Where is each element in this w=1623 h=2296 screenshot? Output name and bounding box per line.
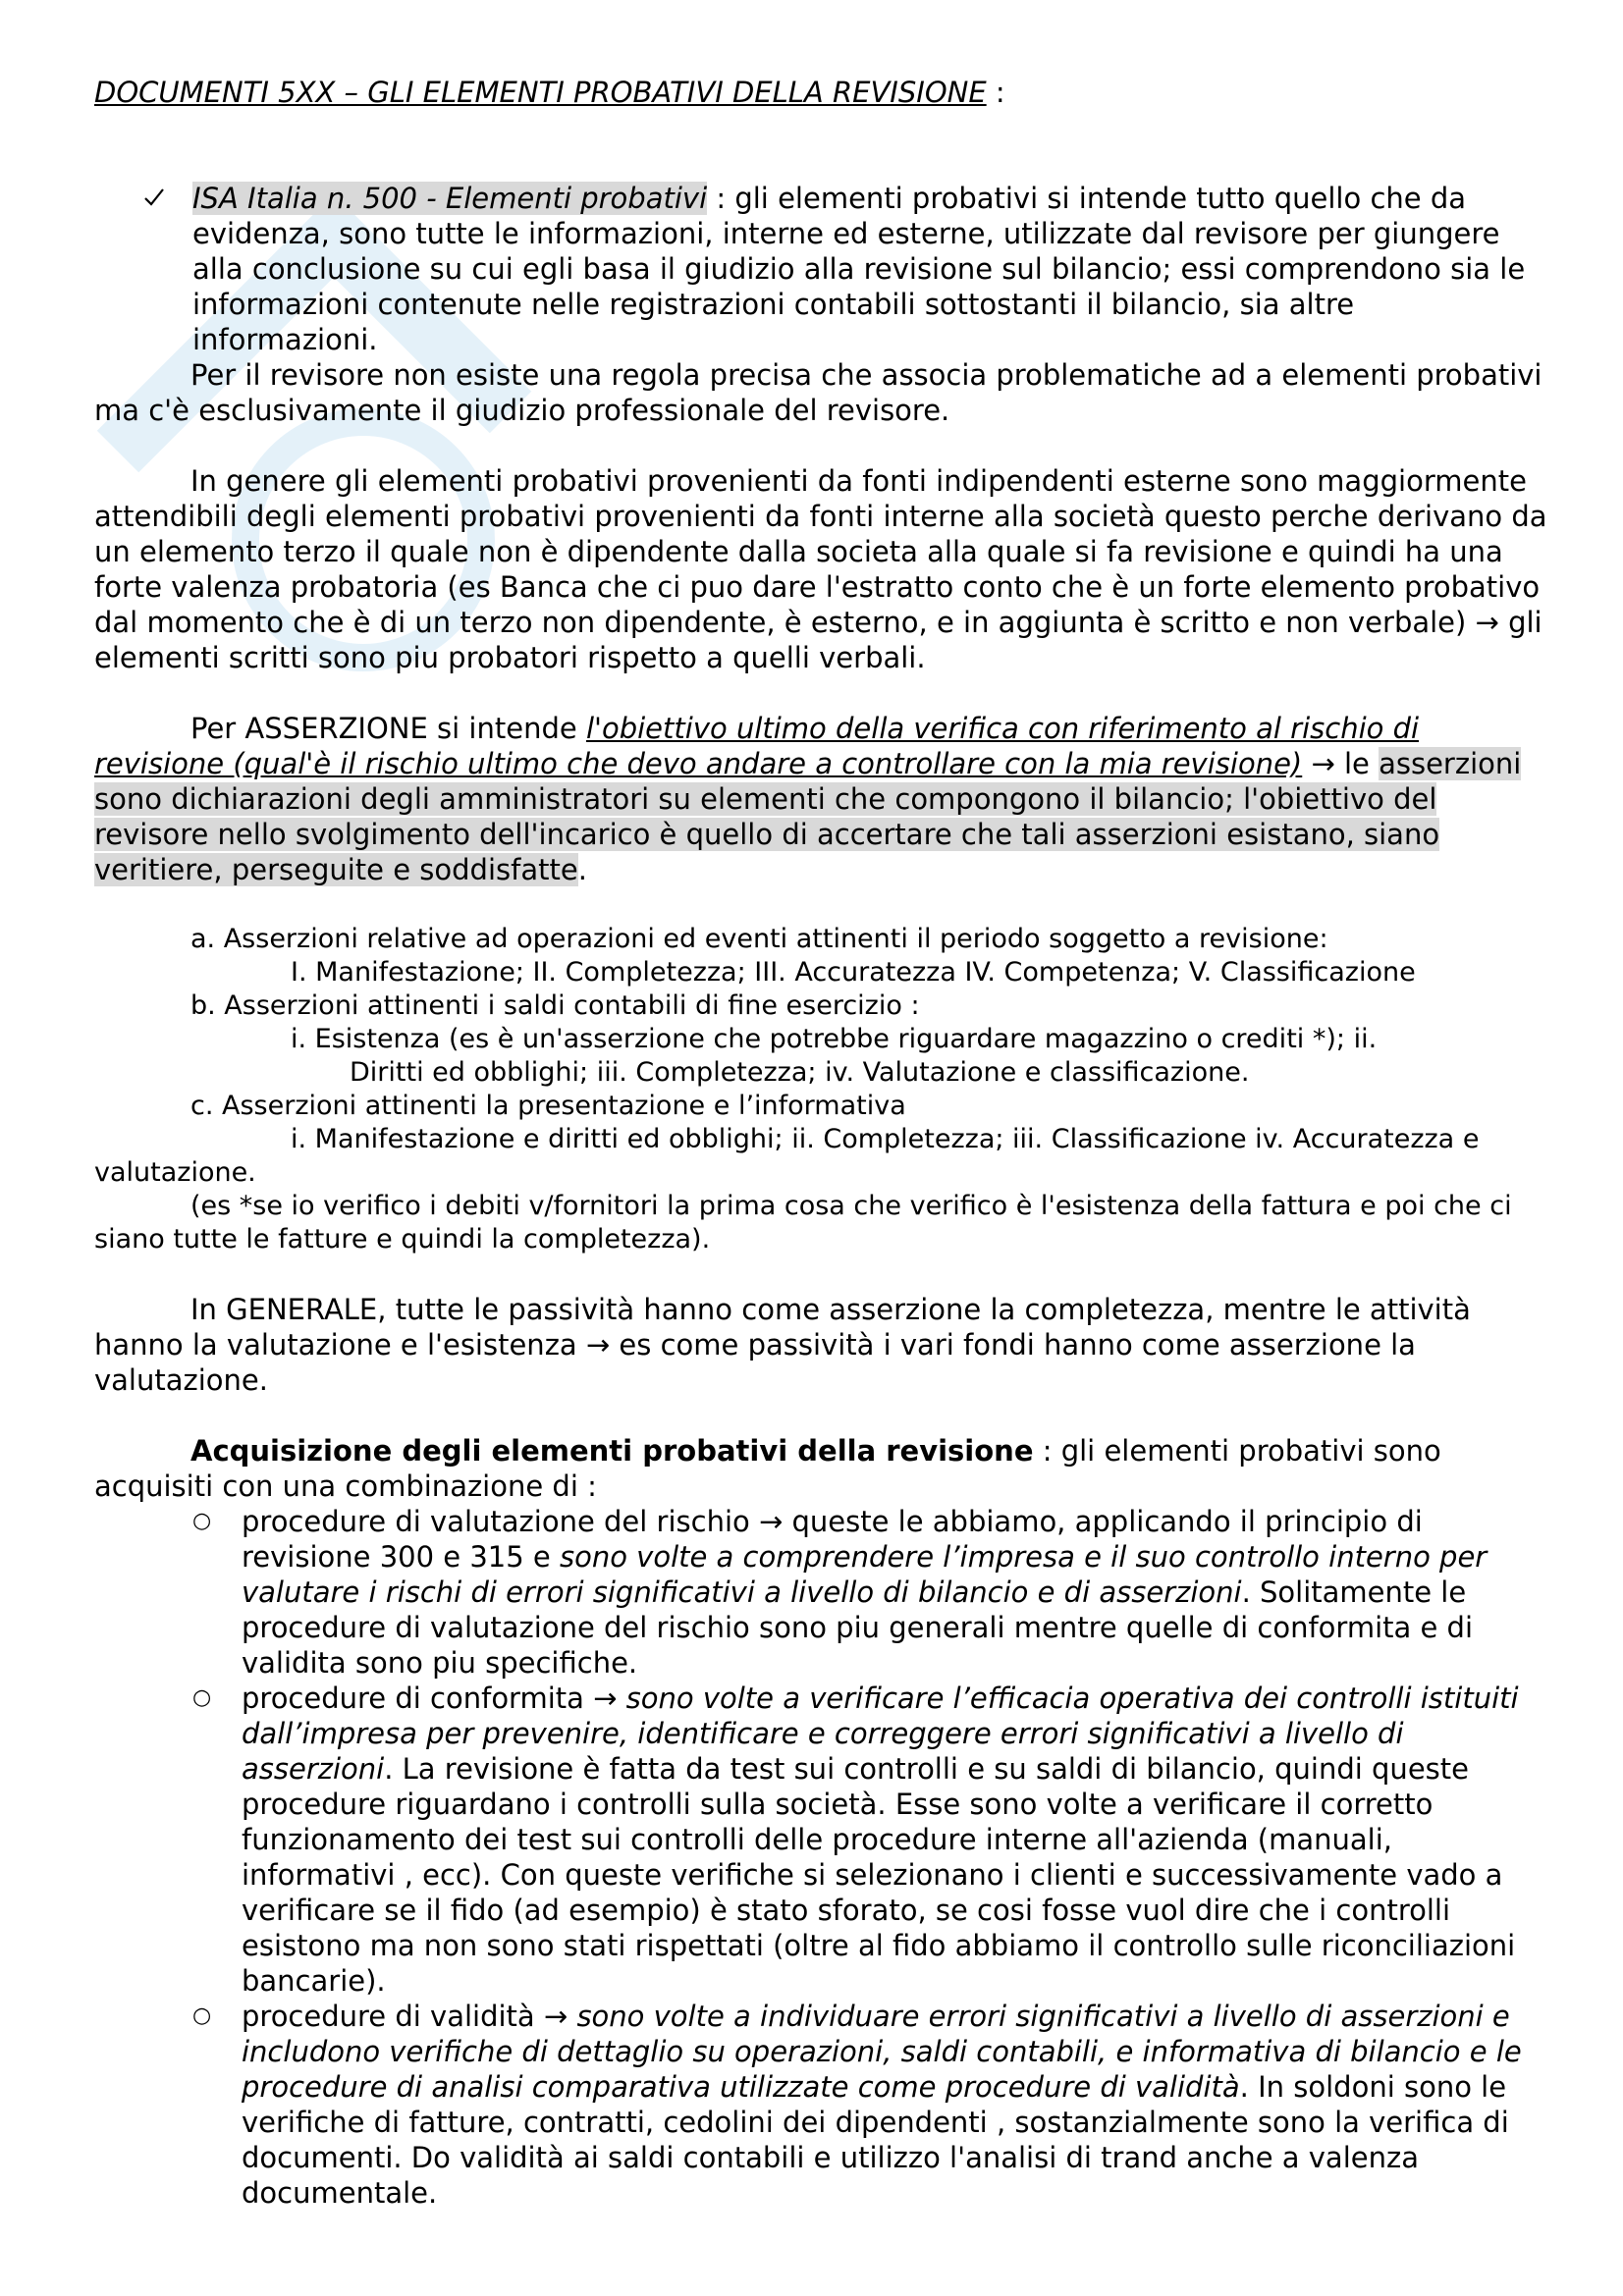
paragraph-fonti: In genere gli elementi probativi provenienti da fonti indipendenti esterne sono maggiormente attendibili degli elementi probativi provenienti da fonti interne alla società questo perche derivano da un elemento terzo il quale non è dipendente dalla societa alla quale si fa revisione e quindi ha una forte valenza probatoria (es Banca che ci puo dare l'estratto conto che è un forte elemento probativo dal momento che è di un terzo non dipendente, è esterno, e in aggiunta è scritto e non verbale) → gli elementi scritti sono piu probatori rispetto a quelli verbali. — [94, 464, 1547, 674]
isa-item — [94, 181, 1547, 357]
list-item: ○ procedure di valutazione del rischio → queste le abbiamo, applicando il principio di revisione 300 e 315 e sono volte a comprendere l’impresa e il suo controllo interno per valutare i rischi di errori significativi a livello di bilancio e di asserzioni. Solitamente le procedure di valutazione del rischio sono piu generali mentre quelle di conformita e di validita sono piu specifiche. — [94, 1504, 1547, 1681]
asserzione-highlight: asserzioni sono dichiarazioni degli amministratori su elementi che compongono il bilancio; l'obiettivo del revisore nello svolgimento dell'incarico è quello di accertare che tali asserzioni esistano, siano veritiere, perseguite e soddisfatte — [94, 747, 1522, 886]
check-mark-icon — [94, 181, 192, 357]
paragraph-generale: In GENERALE, tutte le passività hanno come asserzione la completezza, mentre le attività hanno la valutazione e l'esistenza → es come passività i vari fondi hanno come asserzione la valutazione. — [94, 1293, 1471, 1397]
procedure-list — [94, 1504, 1547, 2211]
list-item: a. Asserzioni relative ad operazioni ed eventi attinenti il periodo soggetto a revisione: — [190, 924, 1328, 954]
circle-bullet-icon: ○ — [192, 2003, 212, 2028]
document-title: DOCUMENTI 5XX – GLI ELEMENTI PROBATIVI DELLA REVISIONE : — [94, 76, 1005, 109]
list-subitem: Diritti ed obblighi; iii. Completezza; iv. Valutazione e classificazione. — [350, 1057, 1250, 1088]
paragraph-acquisizione: Acquisizione degli elementi probativi della revisione : gli elementi probativi sono acquisiti con una combinazione di : — [94, 1434, 1441, 1503]
circle-bullet-icon: ○ — [192, 1685, 212, 1710]
list-item: ○ procedure di conformita → sono volte a verificare l’efficacia operativa dei controlli istituiti dall’impresa per prevenire, identificare e correggere errori significativi a livello di asserzioni. La revisione è fatta da test sui controlli e su saldi di bilancio, quindi queste procedure riguardano i controlli sulla società. Esse sono volte a verificare il corretto funzionamento dei test sui controlli delle procedure interne all'azienda (manuali, informativi , ecc). Con queste verifiche si selezionano i clienti e successivamente vado a verificare se il fido (ad esempio) è stato sforato, se cosi fosse vuol dire che i controlli esistono ma non sono stati rispettati (oltre al fido abbiamo il controllo sulle riconciliazioni bancarie). — [94, 1681, 1547, 1999]
list-note: (es *se io verifico i debiti v/fornitori la prima cosa che verifico è l'esistenza della fattura e poi che ci siano tutte le fatture e quindi la completezza). — [94, 1191, 1512, 1255]
paragraph-asserzione: Per ASSERZIONE si intende l'obiettivo ultimo della verifica con riferimento al rischio di revisione (qual'è il rischio ultimo che devo andare a controllare con la mia revisione) → le asserzioni sono dichiarazioni degli amministratori su elementi che compongono il bilancio; l'obiettivo del revisore nello svolgimento dell'incarico è quello di accertare che tali asserzioni esistano, siano veritiere, perseguite e soddisfatte. — [94, 712, 1522, 886]
circle-bullet-icon: ○ — [192, 1509, 212, 1533]
list-item: ○ procedure di validità → sono volte a individuare errori significativi a livello di asserzioni e includono verifiche di dettaglio su operazioni, saldi contabili, e informativa di bilancio e le procedure di analisi comparativa utilizzate come procedure di validità. In soldoni sono le verifiche di fatture, contratti, cedolini dei dipendenti , sostanzialmente sono la verifica di documenti. Do validità ai saldi contabili e utilizzo l'analisi di trand anche a valenza documentale. — [94, 1999, 1547, 2211]
isa-highlight: ISA Italia n. 500 - Elementi probativi — [192, 182, 708, 215]
isa-text: ISA Italia n. 500 - Elementi probativi : gli elementi probativi si intende tutto quello che da evidenza, sono tutte le informazioni, interne ed esterne, utilizzate dal revisore per giungere alla conclusione su cui egli basa il giudizio alla revisione sul bilancio; essi comprendono sia le informazioni contenute nelle registrazioni contabili sottostanti il bilancio, sia altre informazioni. — [192, 182, 1526, 356]
list-item: b. Asserzioni attinenti i saldi contabili di fine esercizio : — [190, 990, 920, 1021]
list-subitem: i. Manifestazione e diritti ed obblighi; ii. Completezza; iii. Classificazione iv. Accuratezza e valutazione. — [94, 1124, 1480, 1188]
paragraph-regola: Per il revisore non esiste una regola precisa che associa problematiche ad a elementi probativi ma c'è esclusivamente il giudizio professionale del revisore. — [94, 358, 1542, 427]
list-subitem: I. Manifestazione; II. Completezza; III. Accuratezza IV. Competenza; V. Classificazione — [291, 957, 1416, 988]
list-item: c. Asserzioni attinenti la presentazione e l’informativa — [190, 1091, 906, 1121]
asserzioni-list — [94, 923, 1547, 1256]
list-subitem: i. Esistenza (es è un'asserzione che potrebbe riguardare magazzino o crediti *); ii. — [291, 1024, 1378, 1054]
document-page — [94, 75, 1547, 2211]
